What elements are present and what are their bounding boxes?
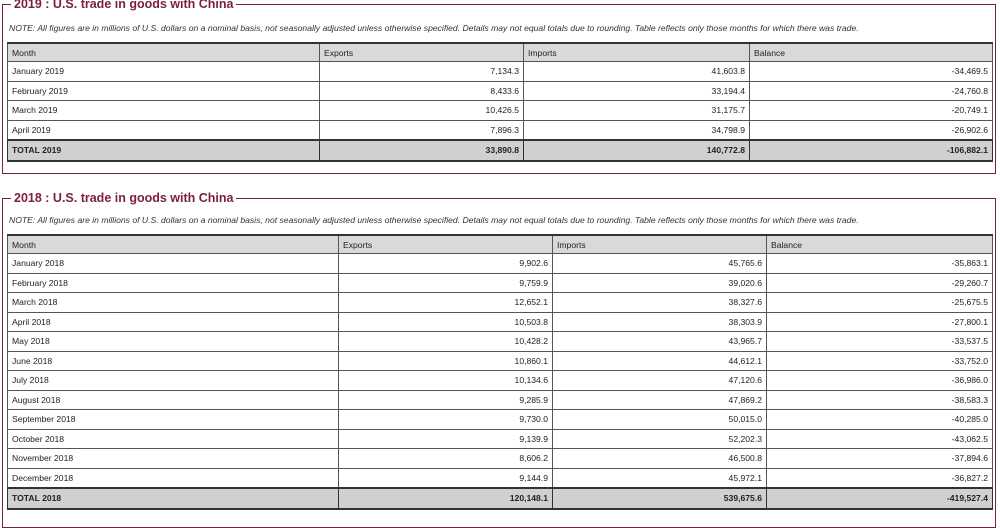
total-cell-balance: -419,527.4 <box>767 488 993 509</box>
total-cell-balance: -106,882.1 <box>750 140 993 161</box>
cell-imports: 33,194.4 <box>524 81 750 101</box>
cell-month: September 2018 <box>8 410 339 430</box>
cell-balance: -33,752.0 <box>767 351 993 371</box>
cell-balance: -43,062.5 <box>767 429 993 449</box>
cell-imports: 38,303.9 <box>553 312 767 332</box>
table-row <box>8 351 993 371</box>
cell-imports: 34,798.9 <box>524 120 750 140</box>
trade-2019-note: NOTE: All figures are in millions of U.S. dollars on a nominal basis, not seasonally adjusted unless otherwise specified. Details may not equal totals due to rounding. Table reflects only those months for which there was trade. <box>9 23 859 33</box>
cell-month: March 2019 <box>8 101 320 121</box>
cell-month: February 2018 <box>8 273 339 293</box>
cell-imports: 41,603.8 <box>524 62 750 82</box>
header-row <box>8 43 993 62</box>
table-row <box>8 254 993 274</box>
total-cell-imports: 140,772.8 <box>524 140 750 161</box>
cell-exports: 8,433.6 <box>320 81 524 101</box>
cell-month: March 2018 <box>8 293 339 313</box>
cell-imports: 45,765.6 <box>553 254 767 274</box>
col-header-balance: Balance <box>767 235 993 254</box>
cell-exports: 10,503.8 <box>339 312 553 332</box>
cell-exports: 10,860.1 <box>339 351 553 371</box>
total-cell-month: TOTAL 2018 <box>8 488 339 509</box>
table-row <box>8 410 993 430</box>
trade-2019-section <box>2 0 996 174</box>
cell-exports: 10,134.6 <box>339 371 553 391</box>
cell-exports: 7,896.3 <box>320 120 524 140</box>
cell-balance: -29,260.7 <box>767 273 993 293</box>
table-row <box>8 449 993 469</box>
total-row <box>8 488 993 509</box>
cell-balance: -34,469.5 <box>750 62 993 82</box>
cell-imports: 45,972.1 <box>553 468 767 488</box>
cell-imports: 44,612.1 <box>553 351 767 371</box>
cell-imports: 38,327.6 <box>553 293 767 313</box>
cell-exports: 9,139.9 <box>339 429 553 449</box>
cell-exports: 8,606.2 <box>339 449 553 469</box>
trade-2018-title: 2018 : U.S. trade in goods with China <box>11 190 236 206</box>
cell-balance: -40,285.0 <box>767 410 993 430</box>
cell-imports: 50,015.0 <box>553 410 767 430</box>
cell-imports: 52,202.3 <box>553 429 767 449</box>
total-row <box>8 140 993 161</box>
table-row <box>8 390 993 410</box>
table-row <box>8 273 993 293</box>
cell-month: April 2019 <box>8 120 320 140</box>
cell-month: February 2019 <box>8 81 320 101</box>
cell-imports: 39,020.6 <box>553 273 767 293</box>
cell-exports: 9,285.9 <box>339 390 553 410</box>
trade-2019-title: 2019 : U.S. trade in goods with China <box>11 0 236 12</box>
cell-balance: -38,583.3 <box>767 390 993 410</box>
cell-month: June 2018 <box>8 351 339 371</box>
table-row <box>8 332 993 352</box>
trade-2019-table <box>7 42 993 162</box>
cell-exports: 10,428.2 <box>339 332 553 352</box>
cell-exports: 9,144.9 <box>339 468 553 488</box>
cell-month: August 2018 <box>8 390 339 410</box>
cell-month: July 2018 <box>8 371 339 391</box>
cell-balance: -33,537.5 <box>767 332 993 352</box>
trade-2018-note: NOTE: All figures are in millions of U.S. dollars on a nominal basis, not seasonally adjusted unless otherwise specified. Details may not equal totals due to rounding. Table reflects only those months for which there was trade. <box>9 215 859 225</box>
cell-balance: -20,749.1 <box>750 101 993 121</box>
cell-month: December 2018 <box>8 468 339 488</box>
total-cell-exports: 33,890.8 <box>320 140 524 161</box>
header-row <box>8 235 993 254</box>
col-header-imports: Imports <box>553 235 767 254</box>
col-header-exports: Exports <box>320 43 524 62</box>
table-row <box>8 62 993 82</box>
table-row <box>8 371 993 391</box>
cell-balance: -35,863.1 <box>767 254 993 274</box>
col-header-exports: Exports <box>339 235 553 254</box>
col-header-balance: Balance <box>750 43 993 62</box>
table-row <box>8 81 993 101</box>
cell-imports: 31,175.7 <box>524 101 750 121</box>
trade-2018-rows <box>8 254 993 509</box>
cell-balance: -25,675.5 <box>767 293 993 313</box>
col-header-month: Month <box>8 43 320 62</box>
cell-exports: 12,652.1 <box>339 293 553 313</box>
col-header-imports: Imports <box>524 43 750 62</box>
cell-imports: 46,500.8 <box>553 449 767 469</box>
col-header-month: Month <box>8 235 339 254</box>
trade-2018-section <box>2 191 996 528</box>
cell-imports: 47,869.2 <box>553 390 767 410</box>
table-row <box>8 312 993 332</box>
cell-balance: -26,902.6 <box>750 120 993 140</box>
table-row <box>8 468 993 488</box>
cell-imports: 47,120.6 <box>553 371 767 391</box>
cell-exports: 9,730.0 <box>339 410 553 430</box>
cell-balance: -27,800.1 <box>767 312 993 332</box>
cell-month: November 2018 <box>8 449 339 469</box>
cell-balance: -36,827.2 <box>767 468 993 488</box>
cell-month: October 2018 <box>8 429 339 449</box>
cell-balance: -36,986.0 <box>767 371 993 391</box>
cell-exports: 7,134.3 <box>320 62 524 82</box>
table-row <box>8 293 993 313</box>
trade-2019-rows <box>8 62 993 161</box>
cell-month: January 2018 <box>8 254 339 274</box>
total-cell-month: TOTAL 2019 <box>8 140 320 161</box>
cell-balance: -24,760.8 <box>750 81 993 101</box>
cell-exports: 10,426.5 <box>320 101 524 121</box>
cell-exports: 9,902.6 <box>339 254 553 274</box>
table-row <box>8 120 993 140</box>
cell-month: May 2018 <box>8 332 339 352</box>
cell-month: January 2019 <box>8 62 320 82</box>
table-row <box>8 429 993 449</box>
table-row <box>8 101 993 121</box>
trade-2018-table <box>7 234 993 510</box>
total-cell-exports: 120,148.1 <box>339 488 553 509</box>
cell-balance: -37,894.6 <box>767 449 993 469</box>
cell-imports: 43,965.7 <box>553 332 767 352</box>
total-cell-imports: 539,675.6 <box>553 488 767 509</box>
cell-month: April 2018 <box>8 312 339 332</box>
cell-exports: 9,759.9 <box>339 273 553 293</box>
